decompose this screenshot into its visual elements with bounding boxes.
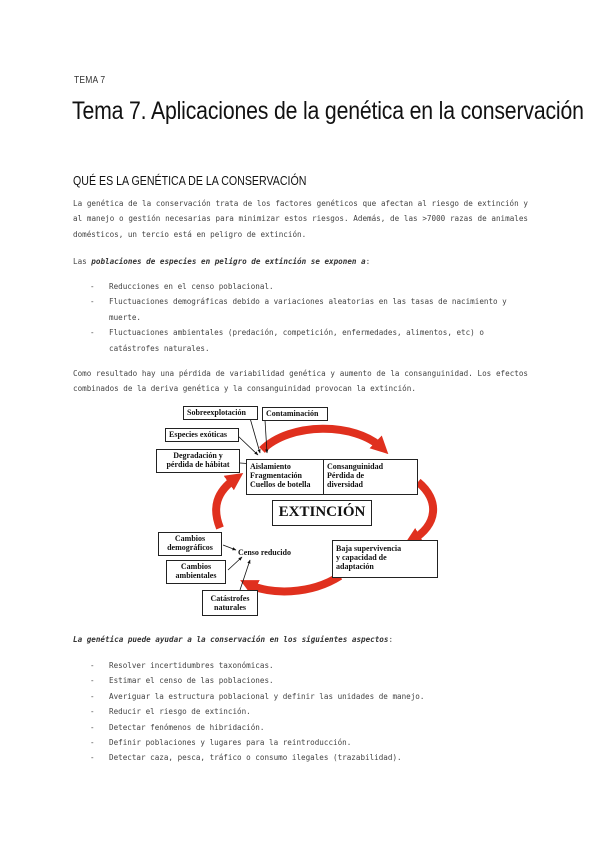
- box-cambios-demograficos: [158, 532, 222, 556]
- red-arrow-bottom: [248, 576, 340, 591]
- arrow-sobreexplotacion: [250, 418, 260, 453]
- list-item: - Definir poblaciones y lugares para la reintroducción.: [90, 735, 530, 750]
- label-baja-3: adaptación: [336, 562, 374, 571]
- label-cambios-amb-2: ambientales: [175, 571, 217, 580]
- box-degradacion: [156, 449, 240, 473]
- label-catastrofes-2: naturales: [214, 603, 246, 612]
- aislamiento-group: [250, 462, 310, 489]
- label-aislamiento: Aislamiento: [250, 462, 291, 471]
- list-item: - Reducir el riesgo de extinción.: [90, 704, 530, 719]
- list-item: - Averiguar la estructura poblacional y definir las unidades de manejo.: [90, 689, 530, 704]
- extinction-vortex-diagram: [150, 400, 440, 620]
- arrow-especies: [238, 436, 258, 455]
- list-item: - Fluctuaciones ambientales (predación, competición, enfermedades, alimentos, etc) o catástrofes naturales.: [90, 325, 530, 356]
- page-title: Tema 7. Aplicaciones de la genética en la conservación: [72, 97, 584, 125]
- label-diversidad: diversidad: [327, 480, 364, 489]
- label-cambios-demo-1: Cambios: [174, 534, 206, 543]
- label-baja-2: y capacidad de: [336, 553, 387, 562]
- label-degradacion-1: Degradación y: [173, 451, 223, 460]
- risk-prefix: Las: [73, 257, 92, 266]
- box-extincion: [272, 500, 372, 526]
- label-contaminacion: Contaminación: [266, 409, 319, 418]
- risk-intro-paragraph: [73, 254, 528, 269]
- help-heading: [73, 632, 528, 647]
- consanguinidad-group: [327, 462, 383, 489]
- label-perdida: Pérdida de: [327, 471, 365, 480]
- red-arrow-left: [216, 478, 236, 528]
- section-heading: QUÉ ES LA GENÉTICA DE LA CONSERVACIÓN: [73, 174, 307, 188]
- risk-list: [90, 279, 530, 356]
- list-item: - Reducciones en el censo poblacional.: [90, 279, 530, 294]
- help-list: [90, 658, 530, 766]
- box-divider: [323, 460, 324, 494]
- label-censo-reducido: Censo reducido: [238, 548, 291, 557]
- red-arrow-top: [262, 429, 382, 450]
- risk-emphasis: poblaciones de especies en peligro de extinción se exponen a: [91, 257, 366, 266]
- label-fragmentacion: Fragmentación: [250, 471, 302, 480]
- help-emphasis: La genética puede ayudar a la conservación en los siguientes aspectos: [73, 635, 389, 644]
- label-consanguinidad: Consanguinidad: [327, 462, 384, 471]
- label-cambios-amb-1: Cambios: [180, 562, 212, 571]
- arrow-cambios-demo: [223, 545, 236, 550]
- list-item: - Fluctuaciones demográficas debido a variaciones aleatorias en las tasas de nacimiento y muerte.: [90, 294, 530, 325]
- list-item: - Resolver incertidumbres taxonómicas.: [90, 658, 530, 673]
- tema-label: TEMA 7: [74, 75, 106, 86]
- arrow-cambios-amb: [228, 557, 242, 570]
- label-cambios-demo-2: demográficos: [167, 543, 213, 552]
- box-baja-supervivencia: [332, 540, 438, 578]
- list-item: - Detectar fenómenos de hibridación.: [90, 720, 530, 735]
- box-especies-exoticas: [165, 428, 239, 442]
- label-sobreexplotacion: Sobreexplotación: [187, 408, 246, 417]
- label-especies-exoticas: Especies exóticas: [169, 430, 227, 439]
- box-sobreexplotacion: [183, 406, 258, 420]
- help-suffix: :: [388, 635, 394, 644]
- box-aislamiento-consanguinidad: [246, 459, 418, 495]
- intro-paragraph: La genética de la conservación trata de los factores genéticos que afectan al riesgo de extinción y al manejo o gestión necesarias para minimizar estos riesgos. Además, de las >7000 razas de animales domésticos, un tercio está en peligro de extinción.: [73, 199, 528, 239]
- box-cambios-ambientales: [166, 560, 226, 584]
- risk-suffix: :: [365, 257, 371, 266]
- list-item: - Estimar el censo de las poblaciones.: [90, 673, 530, 688]
- label-degradacion-2: pérdida de hábitat: [166, 460, 230, 469]
- box-contaminacion: [262, 407, 328, 421]
- result-paragraph: Como resultado hay una pérdida de variabilidad genética y aumento de la consanguinidad. Los efectos combinados de la deriva genética y la consanguinidad provocan la extinción.: [73, 369, 528, 394]
- box-catastrofes: [202, 590, 258, 616]
- label-extincion: EXTINCIÓN: [278, 504, 366, 520]
- label-catastrofes-1: Catástrofes: [210, 594, 250, 603]
- list-item: - Detectar caza, pesca, tráfico o consumo ilegales (trazabilidad).: [90, 750, 530, 765]
- label-baja-1: Baja supervivencia: [336, 544, 402, 553]
- label-cuellos: Cuellos de botella: [250, 480, 311, 489]
